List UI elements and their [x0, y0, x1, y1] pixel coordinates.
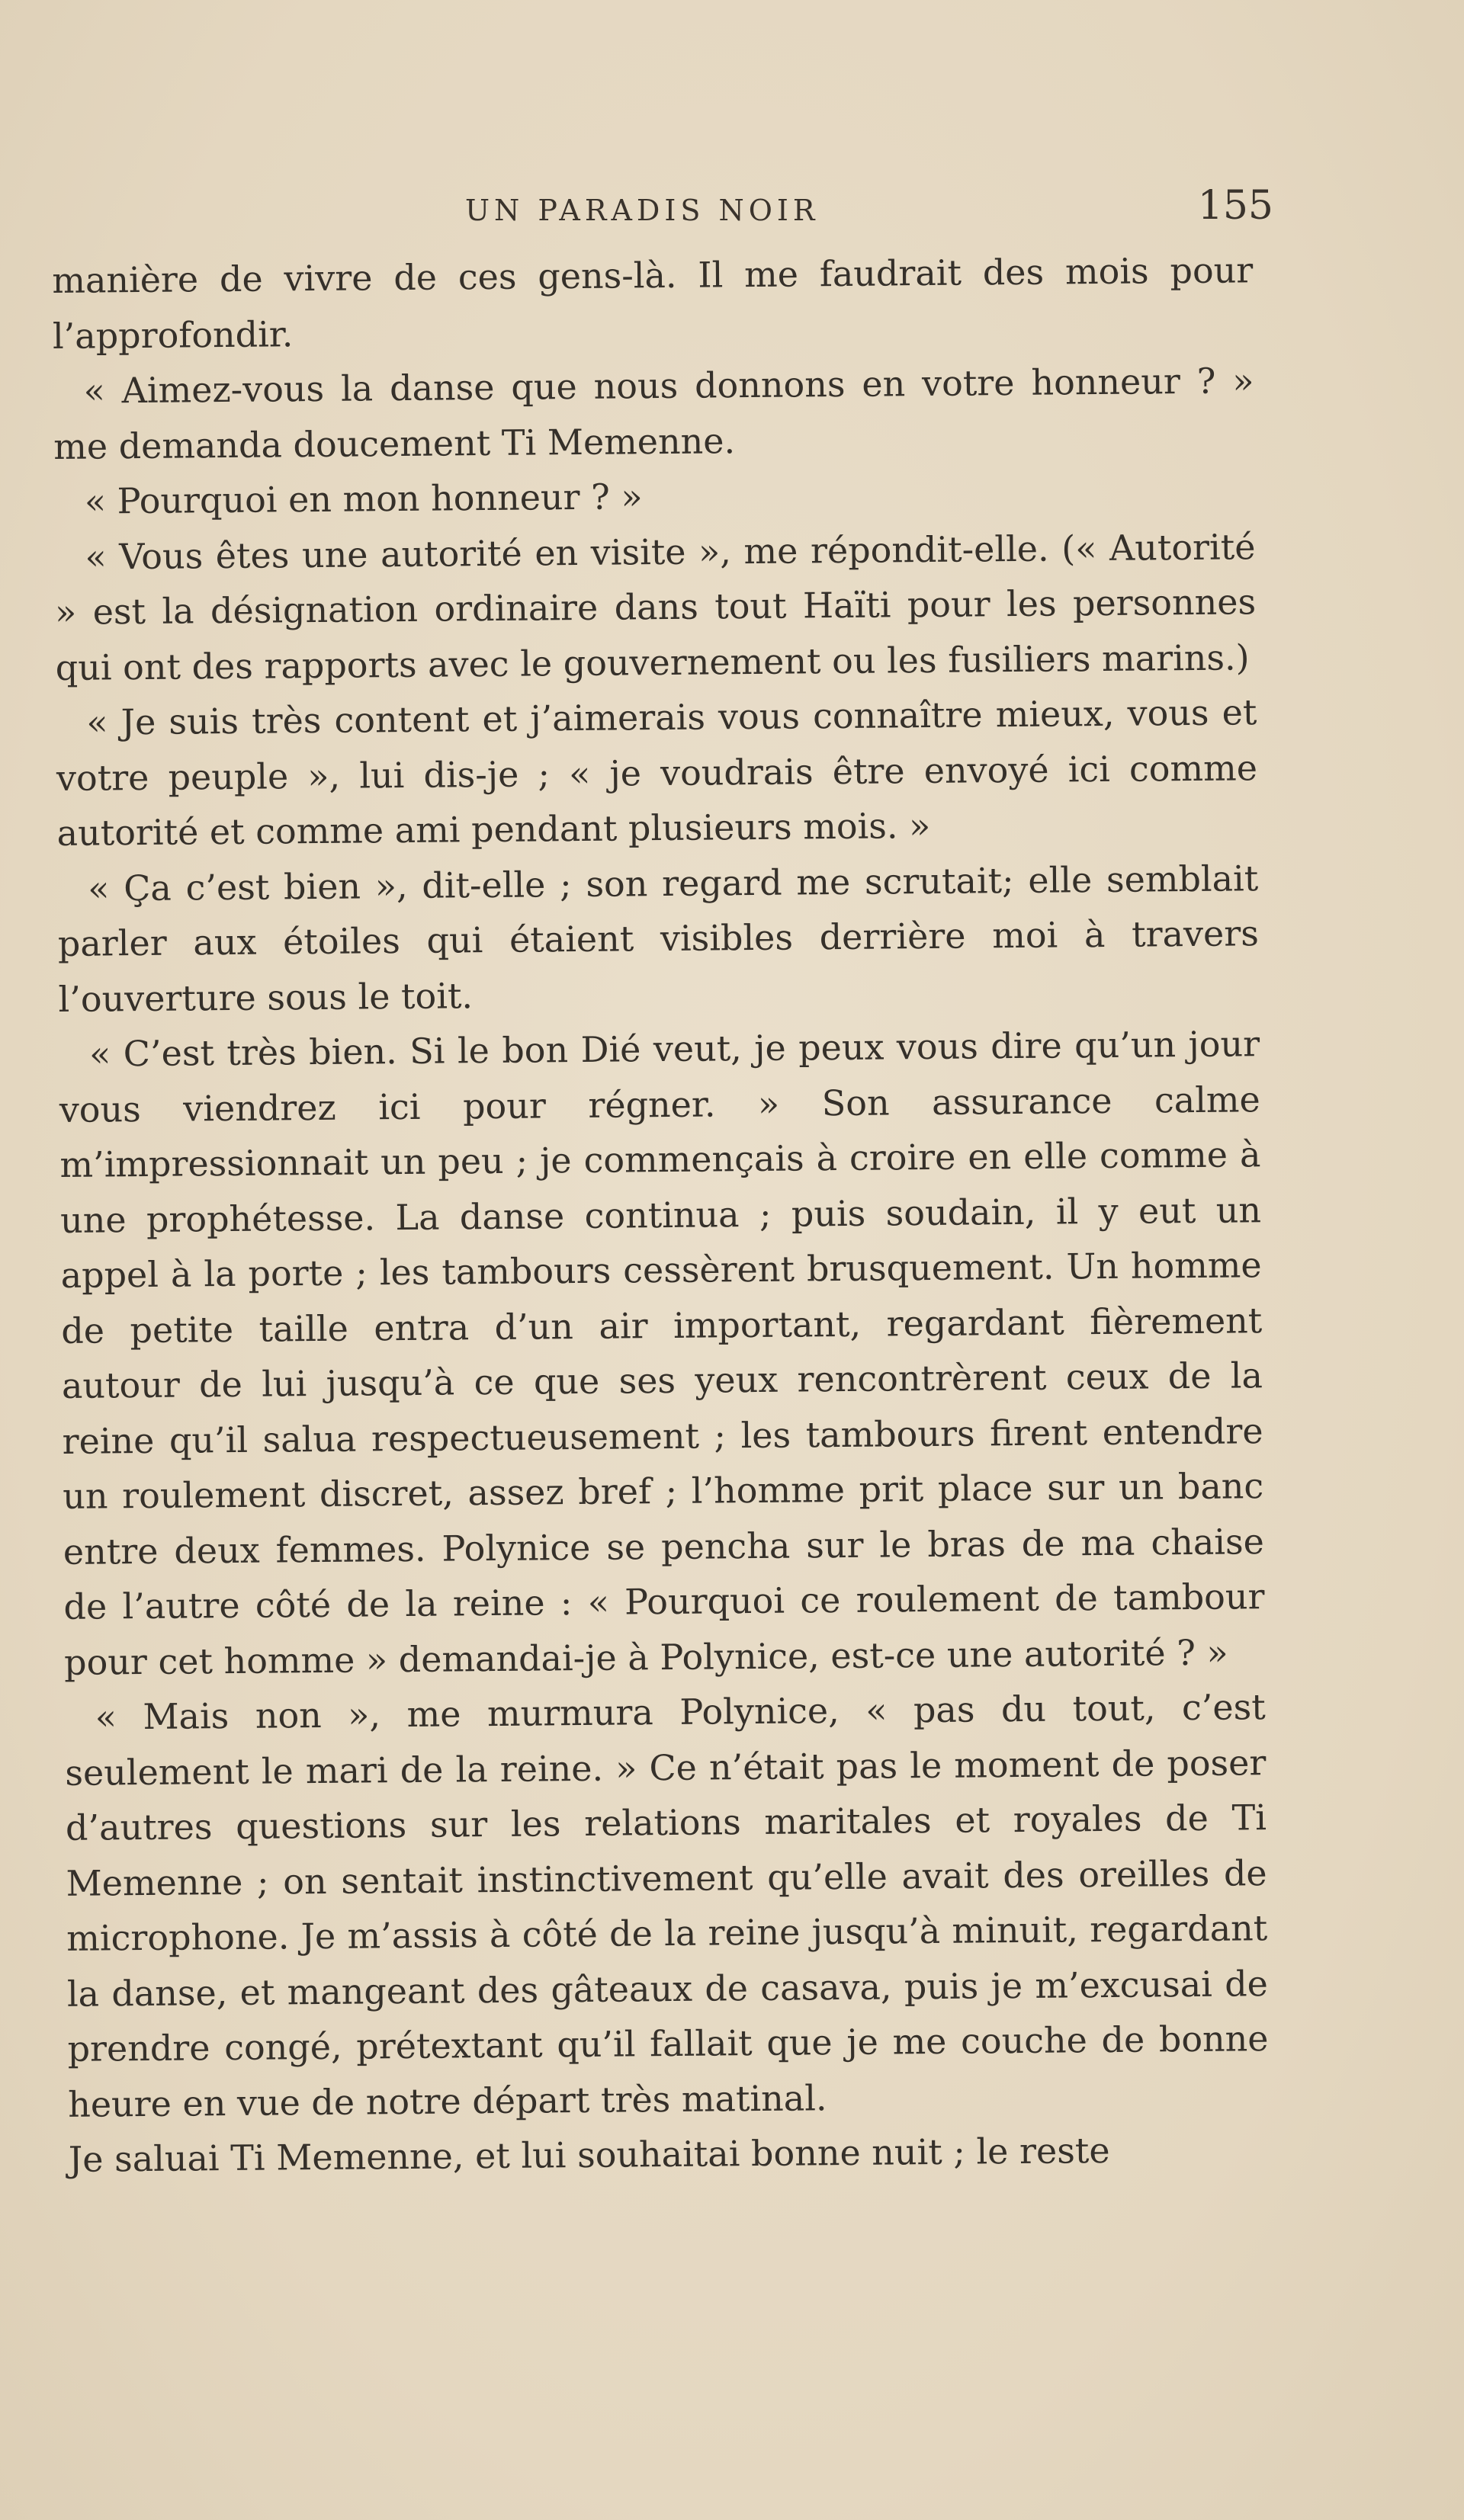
- paragraph: « Je suis très content et j’aimerais vous connaître mieux, vous et votre peuple », lui dis-je ; « je voudrais être envoyé ici comme autorité et comme ami pendant plusieurs mois. »: [56, 691, 1258, 854]
- body-text: [52, 242, 1270, 2187]
- paragraph: « Aimez-vous la danse que nous donnons en votre honneur ? » me demanda doucement Ti Memenne.: [53, 360, 1254, 467]
- page-header: [99, 183, 1273, 236]
- paragraph: « Vous êtes une autorité en visite », me répondit-elle. (« Autorité » est la désignation ordinaire dans tout Haïti pour les personnes qui ont des rapports avec le gouvernement ou les fusiliers marins.): [54, 525, 1257, 688]
- paragraph: « Mais non », me murmura Polynice, « pas du tout, c’est seulement le mari de la reine. » Ce n’était pas le moment de poser d’autres questions sur les relations maritales et royales de Ti Memenne ; on sentait instinctivement qu’elle avait des oreilles de microphone. Je m’assis à côté de la reine jusqu’à minuit, regardant la danse, et mangeant des gâteaux de casava, puis je m’excusai de prendre congé, prétextant qu’il fallait que je me couche de bonne heure en vue de notre départ très matinal.: [65, 1686, 1269, 2125]
- paragraph: « Ça c’est bien », dit-elle ; son regard me scrutait; elle semblait parler aux étoiles qui étaient visibles derrière moi à travers l’ouverture sous le toit.: [57, 857, 1260, 1020]
- paragraph: manière de vivre de ces gens-là. Il me faudrait des mois pour l’approfondir.: [52, 249, 1254, 357]
- page-number: 155: [1197, 183, 1273, 229]
- paragraph: Je saluai Ti Memenne, et lui souhaitai bonne nuit ; le reste: [68, 2129, 1110, 2180]
- paragraph: « C’est très bien. Si le bon Dié veut, je peux vous dire qu’un jour vous viendrez ici pour régner. » Son assurance calme m’impressionnait un peu ; je commençais à croire en elle comme à une prophétesse. La danse continua ; puis soudain, il y eut un appel à la porte ; les tambours cessèrent brusquement. Un homme de petite taille entra d’un air important, regardant fièrement autour de lui jusqu’à ce que ses yeux rencontrèrent ceux de la reine qu’il salua respectueusement ; les tambours firent entendre un roulement discret, assez bref ; l’homme prit place sur un banc entre deux femmes. Polynice se pencha sur le bras de ma chaise de l’autre côté de la reine : « Pourquoi ce roulement de tambour pour cet homme » demandai-je à Polynice, est-ce une autorité ? »: [59, 1023, 1265, 1683]
- paragraph: « Pourquoi en mon honneur ? »: [84, 476, 643, 522]
- running-head: UN PARADIS NOIR: [465, 194, 820, 227]
